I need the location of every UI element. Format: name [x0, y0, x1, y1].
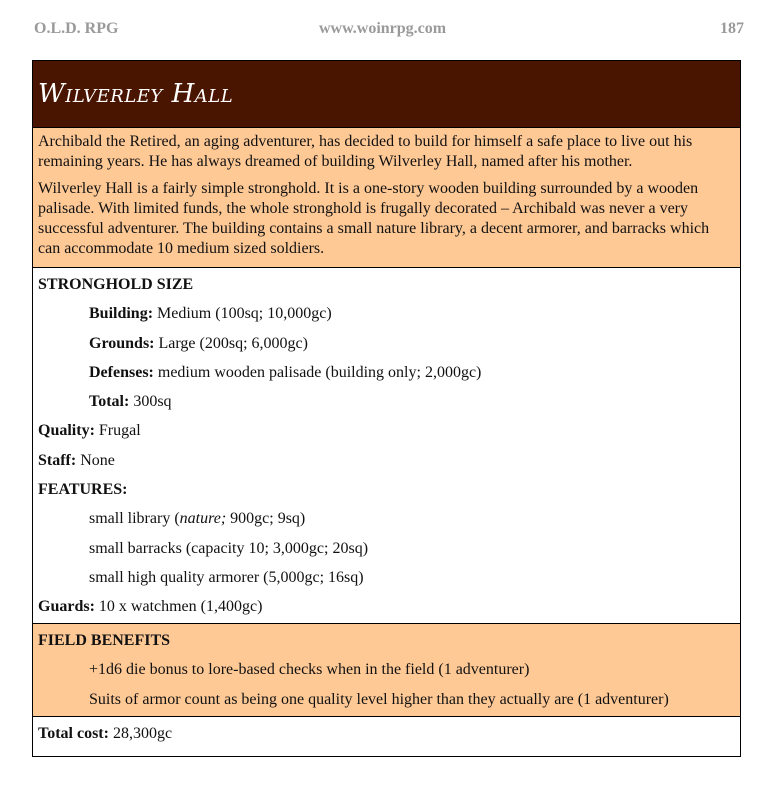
- field-benefit: Suits of armor count as being one quality level higher than they actually are (1 adventurer): [89, 690, 669, 708]
- size-total: [38, 387, 735, 416]
- feature-library: [38, 504, 735, 533]
- field-benefits-section: [33, 624, 740, 717]
- page-header: [34, 20, 744, 42]
- feature-armorer: small high quality armorer (5,000gc; 16sq): [89, 568, 364, 586]
- library-cost: 900gc; 9sq): [226, 510, 306, 528]
- stats-section: [33, 268, 740, 624]
- size-building: [38, 299, 735, 328]
- grounds-value: Large (200sq; 6,000gc): [154, 334, 308, 352]
- total-cost-row: [38, 719, 735, 748]
- guards-value: 10 x watchmen (1,400gc): [94, 598, 263, 616]
- staff-row: [38, 446, 735, 475]
- quality-row: [38, 416, 735, 445]
- title-bar: [33, 61, 740, 128]
- feature-barracks: small barracks (capacity 10; 3,000gc; 20sq): [89, 539, 369, 557]
- library-text: small library (: [89, 510, 180, 528]
- page-number: 187: [720, 20, 744, 37]
- stronghold-box: [32, 60, 741, 757]
- building-value: Medium (100sq; 10,000gc): [153, 305, 332, 323]
- staff-label: Staff:: [38, 451, 77, 469]
- field-heading: FIELD BENEFITS: [38, 632, 171, 649]
- total-size-value: 300sq: [129, 393, 172, 411]
- total-cost-section: [33, 717, 740, 748]
- field-benefit: +1d6 die bonus to lore-based checks when in the field (1 adventurer): [89, 661, 530, 679]
- grounds-label: Grounds:: [89, 334, 155, 352]
- guards-row: [38, 592, 735, 621]
- library-type: nature;: [179, 510, 227, 528]
- guards-label: Guards:: [38, 598, 95, 616]
- total-cost-value: 28,300gc: [108, 725, 173, 742]
- size-defenses: [38, 358, 735, 387]
- total-cost-label: Total cost:: [38, 725, 109, 742]
- header-website: www.woinrpg.com: [319, 20, 447, 37]
- quality-label: Quality:: [38, 422, 95, 440]
- quality-value: Frugal: [94, 422, 141, 440]
- intro-section: [33, 128, 740, 268]
- intro-paragraph: Archibald the Retired, an aging adventurer, has decided to build for himself a safe place to live out his remaining years. He has always dreamed of building Wilverley Hall, named after his mother.: [38, 133, 693, 170]
- header-game-title: O.L.D. RPG: [34, 20, 119, 37]
- intro-paragraph: Wilverley Hall is a fairly simple stronghold. It is a one-story wooden building surrounded by a wooden palisade. With limited funds, the whole stronghold is frugally decorated – Archibald was never a very successful adventurer. The building contains a small nature library, a decent armorer, and barracks which can accommodate 10 medium sized soldiers.: [38, 180, 710, 257]
- size-heading: STRONGHOLD SIZE: [38, 276, 194, 293]
- staff-value: None: [76, 451, 115, 469]
- features-heading: FEATURES:: [38, 481, 128, 499]
- stronghold-title: Wilverley Hall: [38, 79, 234, 109]
- building-label: Building:: [89, 305, 154, 323]
- defenses-value: medium wooden palisade (building only; 2,000gc): [153, 363, 482, 381]
- total-size-label: Total:: [89, 393, 130, 411]
- size-grounds: [38, 329, 735, 358]
- defenses-label: Defenses:: [89, 363, 154, 381]
